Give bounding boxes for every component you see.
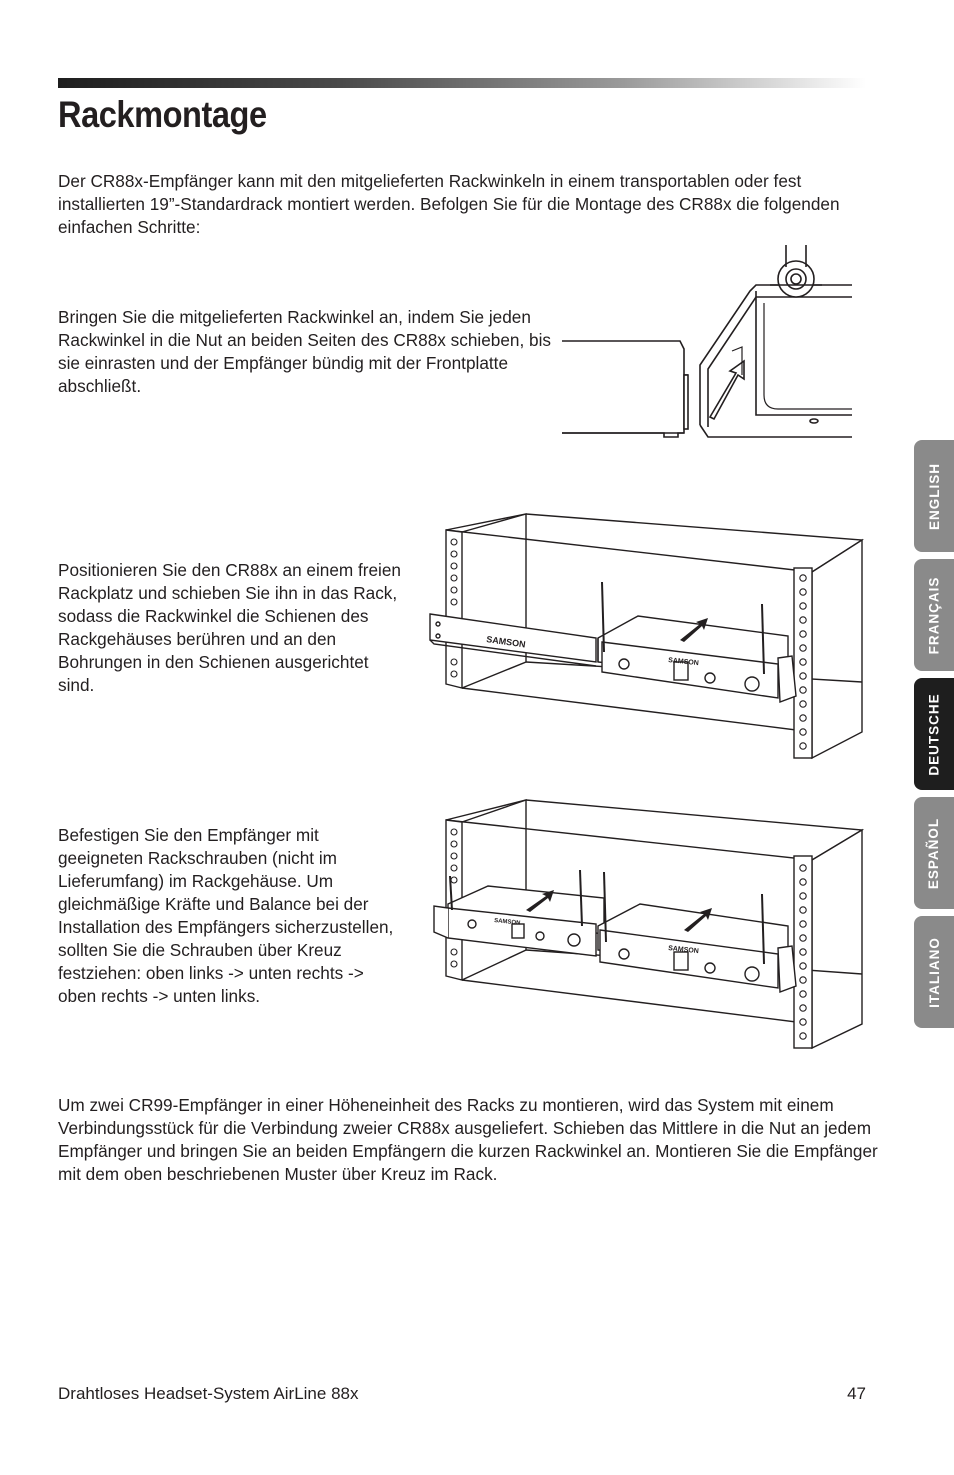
loose-receiver-brand-label: SAMSON [485, 634, 527, 650]
figure-rack-dual-mount [428, 798, 864, 1050]
receiver-brand-label: SAMSON [667, 657, 700, 668]
figure-rack-ear-attach [560, 245, 854, 445]
tab-espanol[interactable] [914, 797, 954, 909]
footer-product-name: Drahtloses Headset-System AirLine 88x [58, 1384, 359, 1403]
tab-label: FRANÇAIS [926, 576, 942, 654]
tab-english[interactable] [914, 440, 954, 552]
tab-label: ITALIANO [926, 936, 942, 1008]
tab-deutsche[interactable] [914, 678, 954, 790]
right-receiver-brand-label: SAMSON [667, 945, 700, 956]
left-receiver-brand-label: SAMSON [493, 918, 521, 927]
step3-paragraph: Befestigen Sie den Empfänger mit geeigneten Rackschrauben (nicht im Lieferumfang) im Rackgehäuse. Um gleichmäßige Kräfte und Balance bei der Installation des Empfängers sicherzustellen, sollten Sie die Schrauben über Kreuz festziehen: oben links -> unten rechts -> oben rechts -> unten links. [58, 825, 394, 1006]
figure-rack-slide-in [428, 512, 864, 760]
page-title: Rackmontage [58, 94, 267, 135]
step2-paragraph: Positionieren Sie den CR88x an einem freien Rackplatz und schieben Sie ihn in das Rack, sodass die Rackwinkel die Schienen des Rackgehäuses berühren und an den Bohrungen in den Schienen ausgerichtet sind. [58, 560, 401, 695]
intro-paragraph: Der CR88x-Empfänger kann mit den mitgelieferten Rackwinkeln in einem transportablen oder fest installierten 19”-Standardrack montiert werden. Befolgen Sie für die Montage des CR88x die folgenden einfachen Schritte: [58, 171, 840, 237]
final-paragraph: Um zwei CR99-Empfänger in einer Höheneinheit des Racks zu montieren, wird das System mit einem Verbindungsstück für die Verbindung zweier CR88x ausgeliefert. Schieben das Mittlere in die Nut an jedem Empfänger und bringen Sie an beiden Empfängern die kurzen Rackwinkel an. Montieren Sie die Empfänger mit dem oben beschriebenen Muster über Kreuz im Rack. [58, 1095, 878, 1184]
tab-label: ENGLISH [926, 462, 942, 530]
tab-label: ESPAÑOL [926, 817, 942, 889]
step1-paragraph: Bringen Sie die mitgelieferten Rackwinkel an, indem Sie jeden Rackwinkel in die Nut an beiden Seiten des CR88x schieben, bis sie einrasten und der Empfänger bündig mit der Frontplatte abschließt. [58, 307, 551, 396]
footer-page-number: 47 [847, 1384, 866, 1403]
tab-italiano[interactable] [914, 916, 954, 1028]
tab-francais[interactable] [914, 559, 954, 671]
title-rule [58, 78, 866, 88]
tab-label: DEUTSCHE [926, 692, 942, 776]
